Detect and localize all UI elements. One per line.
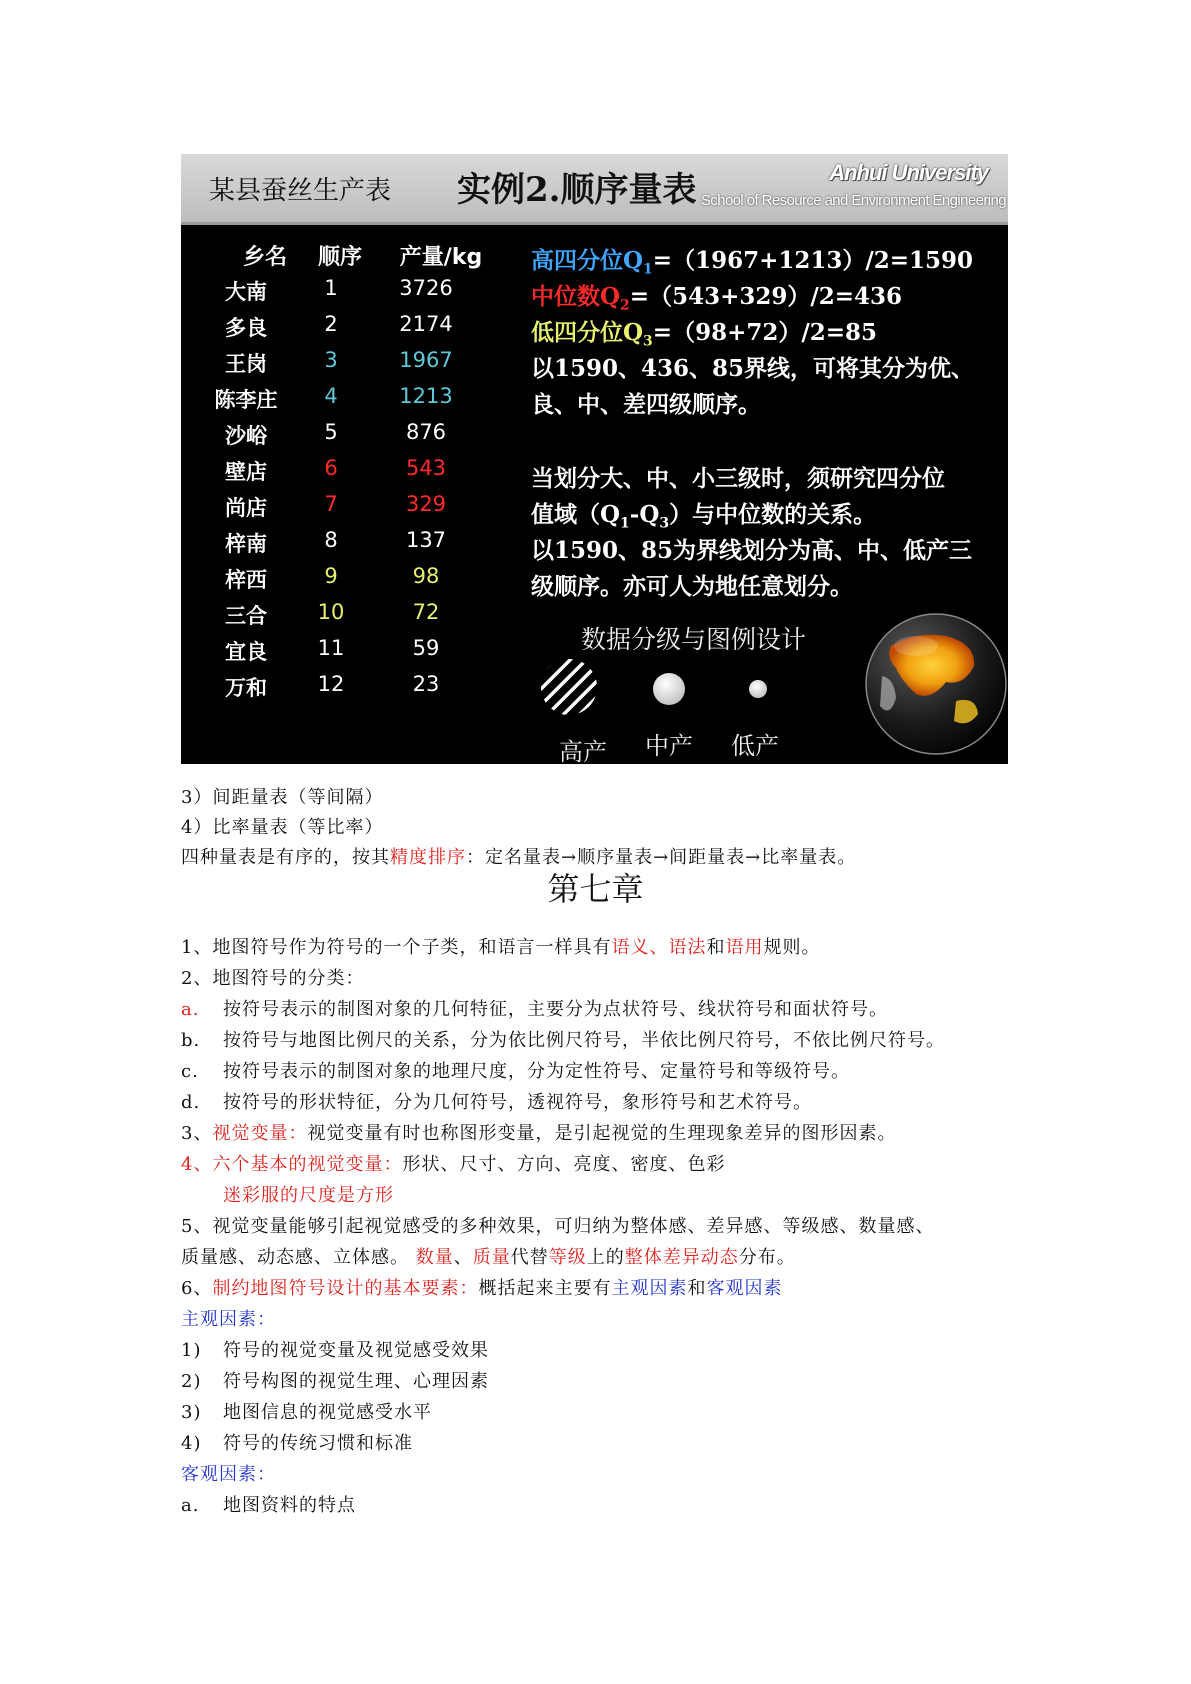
table-cell-rank: 3 (324, 348, 338, 372)
table-cell-yield: 98 (412, 564, 440, 588)
doc-item-1 (181, 936, 820, 960)
q2-sub: 2 (620, 297, 630, 314)
text: 、 (453, 1247, 473, 1268)
table-cell-yield: 329 (405, 492, 447, 516)
text: 按符号表示的制图对象的几何特征，主要分为点状符号、线状符号和面状符号。 (223, 999, 888, 1020)
list-marker: 4) (181, 1433, 202, 1454)
table-cell-yield: 876 (405, 420, 447, 444)
legend-mid: 中产 (645, 732, 693, 760)
table-cell-yield: 59 (412, 636, 440, 660)
highlight-text: 制约地图符号设计的基本要素： (212, 1278, 479, 1299)
highlight-text: 主观因素 (611, 1278, 688, 1299)
text: 概括起来主要有 (478, 1278, 612, 1299)
list-marker: a. (181, 1495, 200, 1516)
q3-sub: 3 (643, 333, 653, 350)
doc-item-5-line2 (181, 1246, 796, 1270)
table-cell-name: 梓西 (225, 568, 267, 592)
table-cell-name: 尚店 (225, 496, 267, 520)
table-cell-rank: 8 (324, 528, 338, 552)
q1-label: 高四分位Q (531, 247, 644, 274)
table-cell-yield: 1967 (399, 348, 453, 372)
hatched-circle-icon (536, 654, 620, 734)
slide-header (181, 154, 1008, 225)
table-cell-name: 王岗 (225, 352, 267, 376)
table-cell-name: 梓南 (225, 532, 267, 556)
text: 按符号表示的制图对象的地理尺度，分为定性符号、定量符号和等级符号。 (223, 1061, 850, 1082)
slide-header-left: 某县蚕丝生产表 (209, 176, 392, 206)
legend-high: 高产 (559, 738, 607, 764)
text: 分布。 (738, 1247, 796, 1268)
table-row (181, 672, 481, 708)
highlight-text: 整体差异动态 (624, 1247, 739, 1268)
table-cell-name: 多良 (225, 316, 267, 340)
subjective-factors-heading: 主观因素： (181, 1309, 276, 1330)
highlight-text: 语义、语法 (611, 937, 707, 958)
table-row (181, 420, 481, 456)
subjective-item-2 (181, 1370, 489, 1394)
table-row (181, 384, 481, 420)
slide-header-title: 实例2.顺序量表 (457, 170, 697, 210)
table-cell-name: 三合 (225, 604, 267, 628)
table-cell-rank: 10 (317, 600, 345, 624)
table-cell-rank: 1 (324, 276, 338, 300)
text: 四种量表是有序的，按其 (181, 847, 390, 868)
list-marker: d. (181, 1092, 201, 1113)
text: 1、地图符号作为符号的一个子类，和语言一样具有 (181, 937, 612, 958)
table-cell-name: 陈李庄 (214, 388, 278, 412)
para1-line1: 以1590、436、85界线，可将其分为优、 (531, 355, 975, 382)
table-cell-yield: 72 (412, 600, 440, 624)
table-cell-name: 壁店 (225, 460, 267, 484)
highlight-text: 数量 (415, 1247, 454, 1268)
subjective-item-3 (181, 1401, 432, 1425)
legend-symbols (536, 654, 836, 734)
table-row (181, 636, 481, 672)
university-school: School of Resource and Environment Engineering (700, 192, 1006, 209)
q2-label: 中位数Q (531, 283, 621, 310)
para2-text-a: 值域（Q (531, 501, 621, 528)
text: 形状、尺寸、方向、亮度、密度、色彩 (402, 1154, 726, 1175)
list-marker: 1) (181, 1340, 202, 1361)
text: 按符号与地图比例尺的关系，分为依比例尺符号，半依比例尺符号，不依比例尺符号。 (223, 1030, 945, 1051)
chapter-title: 第七章 (547, 870, 644, 908)
table-cell-rank: 7 (324, 492, 338, 516)
para2-sub2: 3 (659, 515, 670, 532)
table-cell-yield: 3726 (399, 276, 453, 300)
doc-item-5-line1: 5、视觉变量能够引起视觉感受的多种效果，可归纳为整体感、差异感、等级感、数量感、 (181, 1216, 935, 1237)
table-row (181, 528, 481, 564)
q3-formula: =（98+72）/2=85 (652, 319, 878, 346)
text: 和 (706, 937, 726, 958)
table-header-name: 乡名 (242, 245, 287, 270)
table-cell-name: 沙峪 (225, 424, 267, 448)
highlight-text: 客观因素 (706, 1278, 783, 1299)
table-cell-yield: 1213 (399, 384, 453, 408)
table-cell-rank: 5 (324, 420, 338, 444)
highlight-text: 视觉变量： (212, 1123, 308, 1144)
text: 3、 (181, 1123, 213, 1144)
q1-formula: =（1967+1213）/2=1590 (652, 247, 974, 274)
table-cell-yield: 23 (412, 672, 440, 696)
doc-line-interval-scale: 3）间距量表（等间隔） (181, 787, 384, 808)
list-marker: b. (181, 1030, 201, 1051)
text: 地图信息的视觉感受水平 (223, 1402, 432, 1423)
table-row (181, 492, 481, 528)
q2-formula: =（543+329）/2=436 (629, 283, 903, 310)
legend-title: 数据分级与图例设计 (581, 625, 807, 654)
para2-line4: 级顺序。亦可人为地任意划分。 (531, 573, 853, 600)
para1-line2: 良、中、差四级顺序。 (531, 391, 761, 418)
table-cell-rank: 4 (324, 384, 338, 408)
small-circle-icon (749, 680, 767, 698)
doc-item-2: 2、地图符号的分类： (181, 968, 365, 989)
table-cell-yield: 543 (405, 456, 447, 480)
subjective-item-1 (181, 1339, 489, 1363)
text: 符号构图的视觉生理、心理因素 (223, 1371, 489, 1392)
doc-item-a (181, 998, 888, 1022)
text: 上的 (586, 1247, 625, 1268)
text: 质量感、动态感、立体感。 (181, 1247, 409, 1268)
text: 代替 (510, 1247, 549, 1268)
doc-line-ratio-scale: 4）比率量表（等比率） (181, 817, 384, 838)
doc-item-4-note: 迷彩服的尺度是方形 (223, 1185, 394, 1206)
text: 地图资料的特点 (223, 1495, 356, 1516)
text: 符号的视觉变量及视觉感受效果 (223, 1340, 489, 1361)
globe-icon (846, 606, 1008, 764)
table-row (181, 348, 481, 384)
table-cell-name: 宜良 (225, 640, 267, 664)
text: 6、 (181, 1278, 213, 1299)
table-row (181, 564, 481, 600)
doc-item-3 (181, 1122, 896, 1146)
table-row (181, 276, 481, 312)
slide-image (181, 154, 1008, 764)
doc-item-6 (181, 1277, 782, 1301)
table-cell-rank: 11 (317, 636, 345, 660)
table-cell-name: 万和 (225, 676, 267, 700)
doc-item-b (181, 1029, 945, 1053)
text: 和 (687, 1278, 707, 1299)
text: 视觉变量有时也称图形变量，是引起视觉的生理现象差异的图形因素。 (307, 1123, 897, 1144)
table-cell-rank: 2 (324, 312, 338, 336)
list-marker: 3) (181, 1402, 202, 1423)
doc-item-4 (181, 1153, 725, 1177)
q1-sub: 1 (643, 261, 653, 278)
table-cell-rank: 9 (324, 564, 338, 588)
q3-label: 低四分位Q (531, 319, 644, 346)
q1-line (531, 242, 973, 278)
subjective-item-4 (181, 1432, 413, 1456)
objective-factors-heading: 客观因素： (181, 1464, 276, 1485)
list-marker: a. (181, 999, 200, 1020)
list-marker: c. (181, 1061, 199, 1082)
q3-line (531, 314, 877, 350)
doc-item-c (181, 1060, 850, 1084)
q2-line (531, 278, 902, 314)
para2-line1: 当划分大、中、小三级时，须研究四分位 (531, 465, 945, 492)
text: 符号的传统习惯和标准 (223, 1433, 413, 1454)
table-row (181, 600, 481, 636)
legend-low: 低产 (731, 732, 779, 760)
para2-sub1: 1 (620, 515, 630, 532)
para2-text-c: ）与中位数的关系。 (669, 501, 877, 528)
table-row (181, 312, 481, 348)
highlight-text: 语用 (725, 937, 764, 958)
table-cell-yield: 2174 (399, 312, 453, 336)
table-cell-yield: 137 (405, 528, 447, 552)
para2-line2 (531, 496, 876, 532)
text: ：定名量表→顺序量表→间距量表→比率量表。 (466, 847, 857, 868)
table-header-rank: 顺序 (317, 245, 362, 270)
list-marker: 2) (181, 1371, 202, 1392)
medium-circle-icon (653, 673, 685, 705)
table-cell-rank: 12 (317, 672, 345, 696)
highlight-text: 质量 (472, 1247, 511, 1268)
text: 按符号的形状特征，分为几何符号，透视符号，象形符号和艺术符号。 (223, 1092, 812, 1113)
para2-text-b: -Q (629, 501, 660, 528)
text: 规则。 (763, 937, 821, 958)
objective-item-a (181, 1494, 356, 1518)
highlight-text: 等级 (548, 1247, 587, 1268)
table-row (181, 456, 481, 492)
highlight-text: 4、六个基本的视觉变量： (181, 1154, 403, 1175)
doc-item-d (181, 1091, 812, 1115)
para2-line3: 以1590、85为界线划分为高、中、低产三 (531, 537, 973, 564)
university-name: Anhui University (829, 160, 988, 185)
table-header-yield: 产量/kg (399, 245, 483, 270)
table-cell-rank: 6 (324, 456, 338, 480)
highlight-text: 精度排序 (390, 847, 466, 868)
table-cell-name: 大南 (225, 280, 267, 304)
